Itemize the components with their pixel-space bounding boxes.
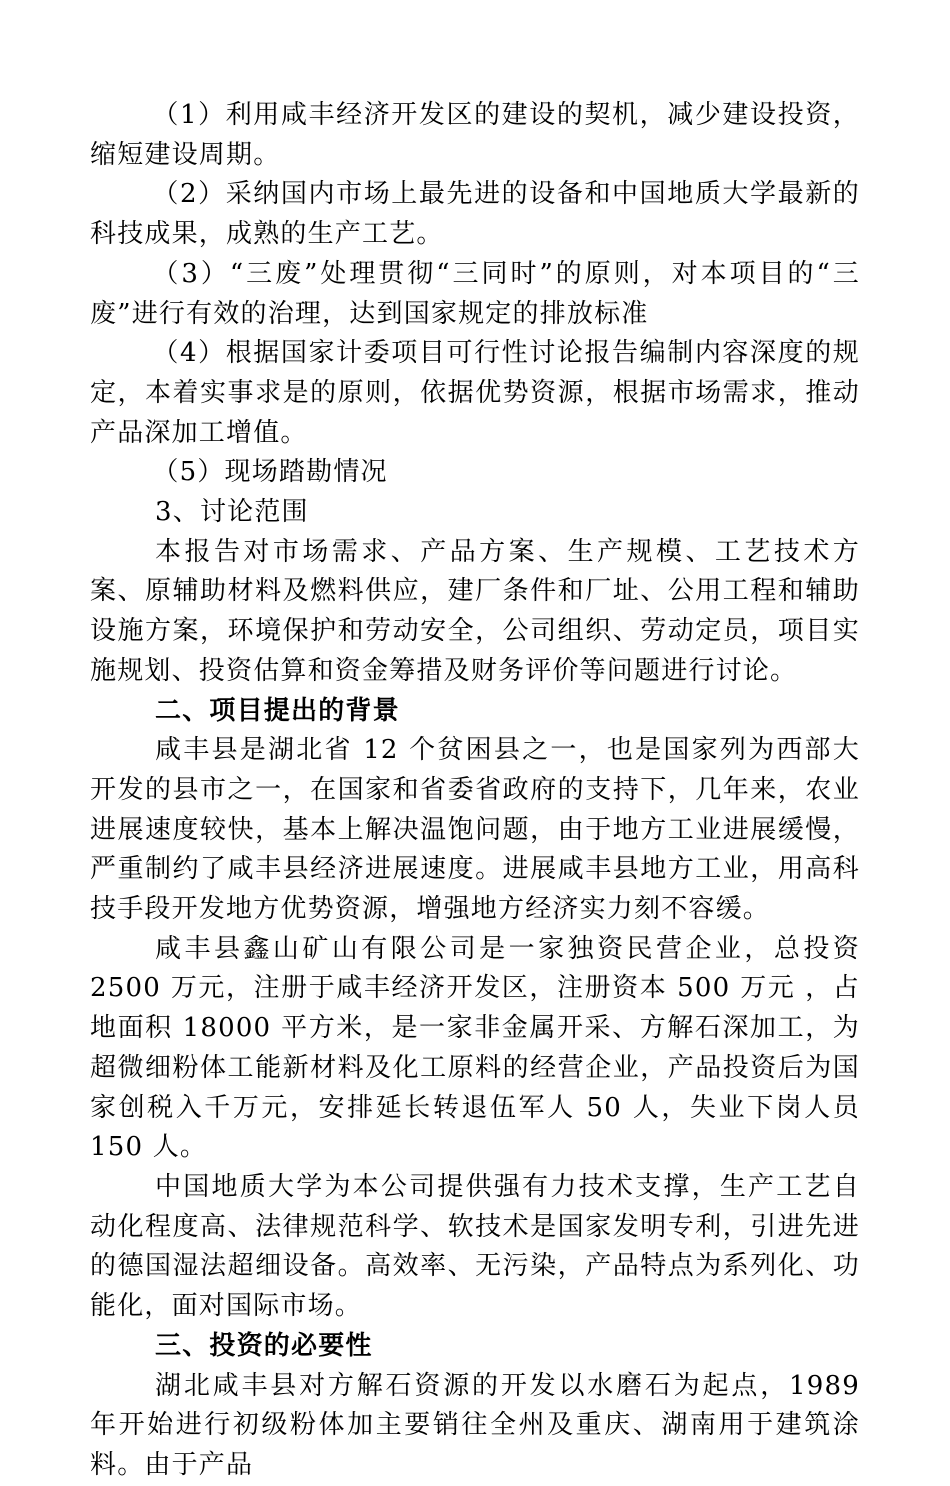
paragraph-necessity-1: 湖北咸丰县对方解石资源的开发以水磨石为起点，1989 年开始进行初级粉体加主要销往全州及重庆、湖南用于建筑涂料。由于产品 xyxy=(90,1370,860,1480)
document-body xyxy=(90,96,860,1486)
paragraph-scope: 本报告对市场需求、产品方案、生产规模、工艺技术方案、原辅助材料及燃料供应，建厂条件和厂址、公用工程和辅助设施方案，环境保护和劳动安全，公司组织、劳动定员，项目实施规划、投资估算和资金筹措及财务评价等问题进行讨论。 xyxy=(90,536,860,686)
section-heading-necessity: 三、投资的必要性 xyxy=(155,1330,373,1361)
paragraph-item-2: （2）采纳国内市场上最先进的设备和中国地质大学最新的科技成果，成熟的生产工艺。 xyxy=(90,179,860,250)
paragraph-item-1: （1）利用咸丰经济开发区的建设的契机，减少建设投资，缩短建设周期。 xyxy=(90,100,860,170)
subsection-heading-3: 3、讨论范围 xyxy=(155,497,309,528)
paragraph-background-1: 咸丰县是湖北省 12 个贫困县之一，也是国家列为西部大开发的县市之一，在国家和省委省政府的支持下，几年来，农业进展速度较快，基本上解决温饱问题，由于地方工业进展缓慢，严重制约了咸丰县经济进展速度。进展咸丰县地方工业，用高科技手段开发地方优势资源，增强地方经济实力刻不容缓。 xyxy=(90,735,860,925)
paragraph-background-2: 咸丰县鑫山矿山有限公司是一家独资民营企业，总投资 2500 万元，注册于咸丰经济开发区，注册资本 500 万元 ，占地面积 18000 平方米，是一家非金属开采、方解石深加工，为超微细粉体工能新材料及化工原料的经营企业，产品投资后为国家创税入千万元，安排延长转退伍军人 50 人，失业下岗人员 150 人。 xyxy=(90,933,860,1163)
paragraph-item-3: （3）“三废”处理贯彻“三同时”的原则，对本项目的“三废”进行有效的治理，达到国家规定的排放标准 xyxy=(90,258,860,329)
paragraph-item-4: （4）根据国家计委项目可行性讨论报告编制内容深度的规定，本着实事求是的原则，依据优势资源，根据市场需求，推动产品深加工增值。 xyxy=(90,338,860,448)
paragraph-item-5: （5）现场踏勘情况 xyxy=(152,457,388,488)
section-heading-background: 二、项目提出的背景 xyxy=(155,695,400,726)
paragraph-background-3: 中国地质大学为本公司提供强有力技术支撑，生产工艺自动化程度高、法律规范科学、软技术是国家发明专利，引进先进的德国湿法超细设备。高效率、无污染，产品特点为系列化、功能化，面对国际市场。 xyxy=(90,1171,860,1322)
